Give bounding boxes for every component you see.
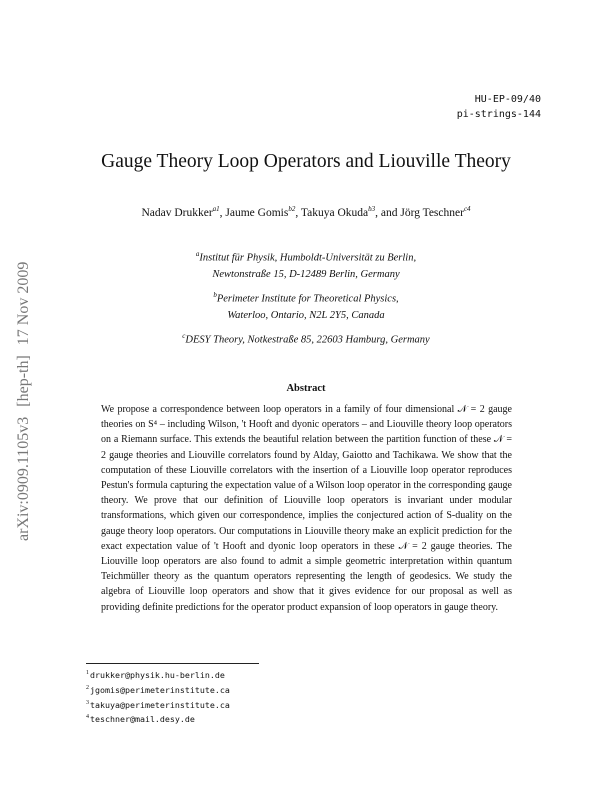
footnote-rule xyxy=(86,663,259,664)
affiliation-line: DESY Theory, Notkestraße 85, 22603 Hamburg, Germany xyxy=(185,334,430,346)
affiliation-b xyxy=(0,287,612,324)
affiliation-line: Waterloo, Ontario, N2L 2Y5, Canada xyxy=(227,309,385,321)
arxiv-category: [hep-th] xyxy=(15,355,32,407)
arxiv-id: arXiv:0909.1105v3 xyxy=(15,416,32,541)
footnote-number: 3 xyxy=(86,699,89,706)
affiliation-mark: a xyxy=(195,250,200,258)
affiliation-a xyxy=(0,246,612,283)
footnote-email[interactable]: teschner@mail.desy.de xyxy=(90,714,195,725)
author-separator: , and xyxy=(375,206,401,219)
author-mark: b2 xyxy=(288,205,296,213)
author-separator: , xyxy=(295,206,301,219)
paper-title: Gauge Theory Loop Operators and Liouville Theory xyxy=(101,151,511,172)
footnote-email[interactable]: drukker@physik.hu-berlin.de xyxy=(90,669,225,680)
arxiv-stamp xyxy=(6,181,42,541)
footnote xyxy=(86,667,386,682)
affiliation-line: Newtonstraße 15, D-12489 Berlin, Germany xyxy=(212,268,400,280)
affiliation-c xyxy=(0,328,612,349)
author-list xyxy=(0,205,612,219)
footnote-email[interactable]: takuya@perimeterinstitute.ca xyxy=(90,699,230,710)
affiliation-line: Perimeter Institute for Theoretical Physics, xyxy=(216,293,399,305)
affiliation-mark: c xyxy=(182,332,186,340)
affiliation-line: Institut für Physik, Humboldt-Universität zu Berlin, xyxy=(199,252,417,264)
footnote xyxy=(86,697,386,712)
author-name: Jörg Teschner xyxy=(400,206,464,219)
author-mark: c4 xyxy=(463,205,471,213)
author-separator: , xyxy=(219,206,226,219)
author-name: Takuya Okuda xyxy=(300,206,369,219)
author-name: Nadav Drukker xyxy=(141,206,213,219)
arxiv-date: 17 Nov 2009 xyxy=(15,261,32,346)
footnote-number: 2 xyxy=(86,684,89,691)
footnote-email[interactable]: jgomis@perimeterinstitute.ca xyxy=(90,684,230,695)
author-name: Jaume Gomis xyxy=(225,206,289,219)
preprint-numbers xyxy=(457,92,541,122)
author-mark: a1 xyxy=(212,205,220,213)
footnote-number: 4 xyxy=(86,714,89,721)
abstract-text: We propose a correspondence between loop operators in a family of four dimensional 𝒩 = 2 gauge theories on S⁴ – including Wilson, 't Hooft and dyonic operators – and Liouville theory loop operators on a Riemann surface. This extends the beautiful relation between the partition function of these 𝒩 = 2 gauge theories and Liouville correlators found by Alday, Gaiotto and Tachikawa. We show that the computation of these Liouville correlators with the insertion of a Liouville loop operator reproduces Pestun's formula capturing the expectation value of a Wilson loop operator in the corresponding gauge theory. We prove that our definition of Liouville loop operators is invariant under modular transformations, which given our correspondence, implies the conjectured action of S-duality on the gauge theory loop operators. Our computations in Liouville theory make an explicit prediction for the exact expectation value of 't Hooft and dyonic loop operators in these 𝒩 = 2 gauge theories. The Liouville loop operators are also found to admit a simple geometric interpretation within quantum Teichmüller theory as the quantum operators representing the length of geodesics. We study the algebra of Liouville loop operators and show that it gives evidence for our proposal as well as providing definite predictions for the operator product expansion of loop operators in gauge theory. xyxy=(101,404,512,613)
footnote xyxy=(86,682,386,697)
footnote-number: 1 xyxy=(86,670,89,676)
abstract-heading: Abstract xyxy=(286,383,326,394)
footnotes xyxy=(86,667,386,726)
footnote xyxy=(86,711,386,726)
preprint-number: HU-EP-09/40 xyxy=(474,94,541,105)
affiliation-mark: b xyxy=(213,291,217,299)
author-mark: b3 xyxy=(368,205,376,213)
preprint-series: pi-strings-144 xyxy=(456,109,541,120)
